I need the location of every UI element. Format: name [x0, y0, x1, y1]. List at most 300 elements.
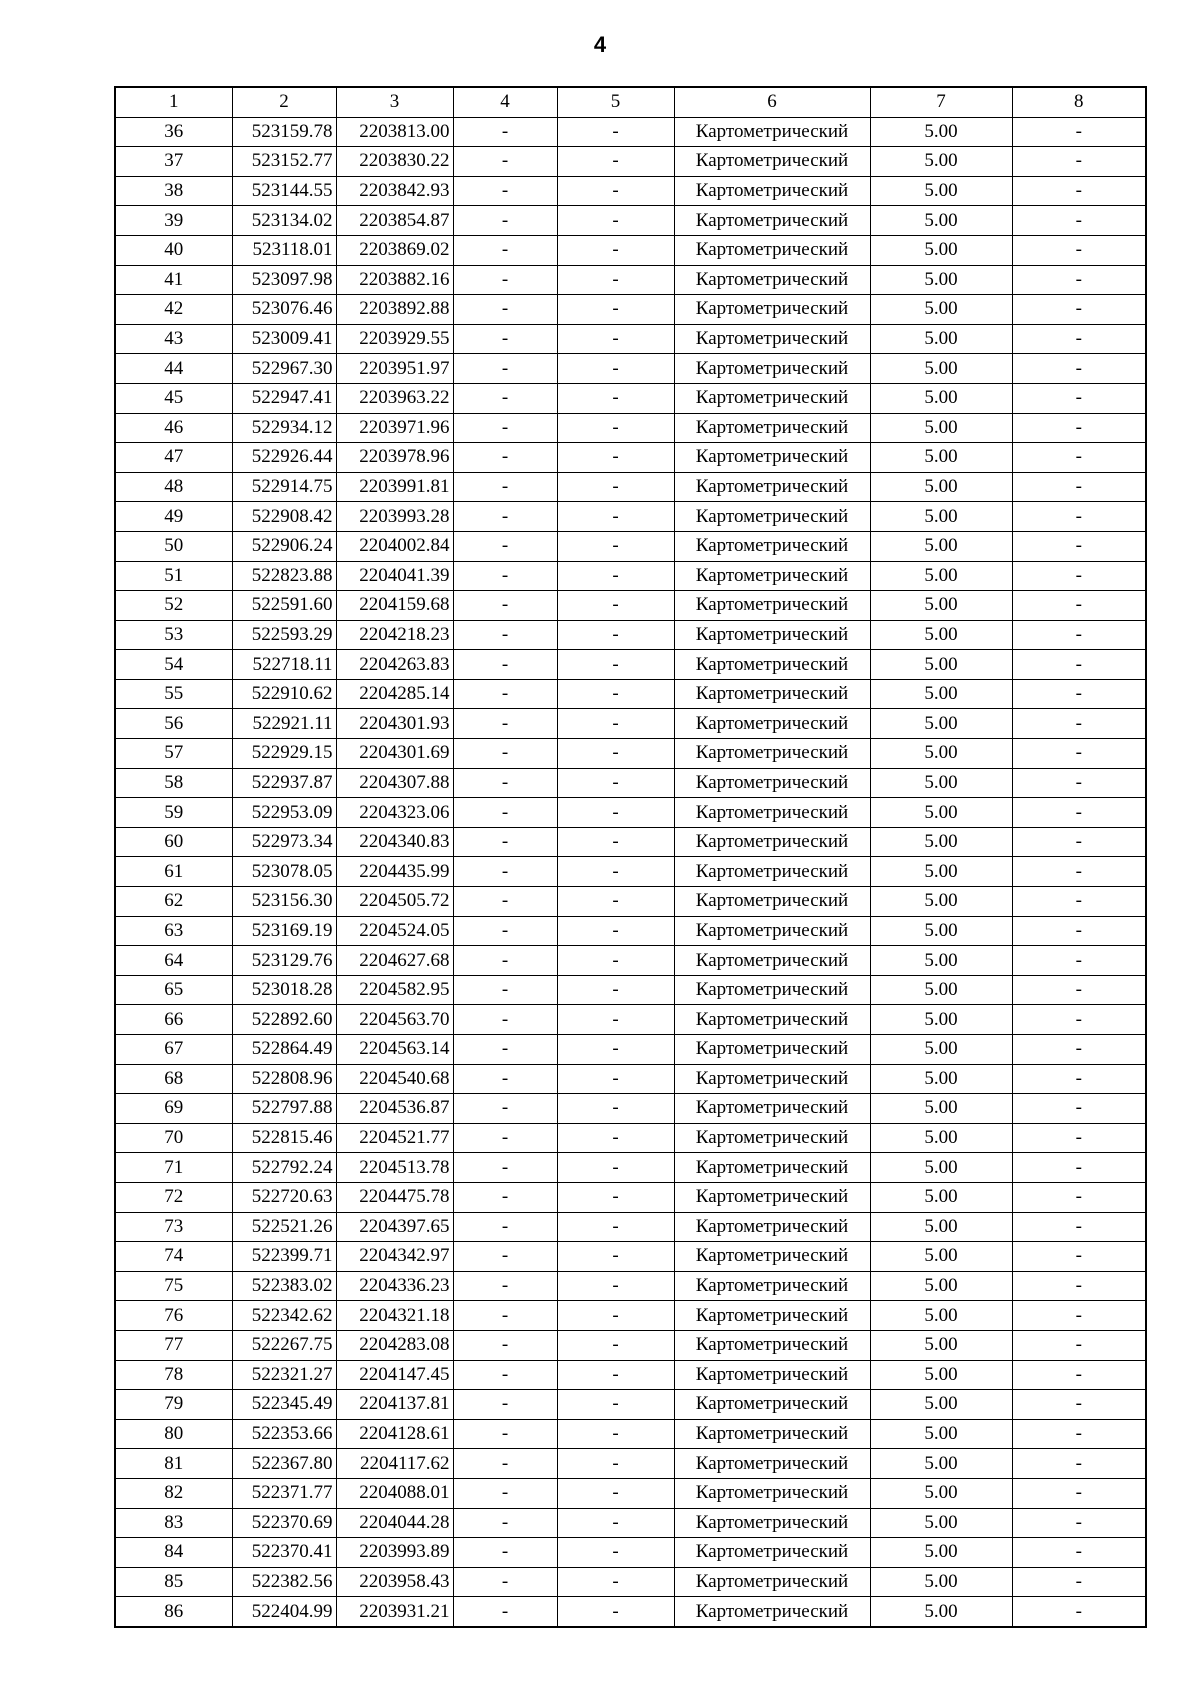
table-cell-col-7: 5.00: [870, 1271, 1012, 1301]
table-row: [115, 916, 1146, 946]
table-cell-col-1: 71: [115, 1153, 232, 1183]
table-cell-col-6: Картометрический: [674, 709, 870, 739]
table-cell-col-7: 5.00: [870, 1123, 1012, 1153]
table-cell-col-5: -: [557, 206, 674, 236]
table-cell-col-5: -: [557, 857, 674, 887]
table-cell-col-4: -: [453, 1212, 557, 1242]
table-cell-col-6: Картометрический: [674, 561, 870, 591]
table-row: [115, 857, 1146, 887]
table-cell-col-8: -: [1012, 295, 1146, 325]
table-cell-col-2: 522718.11: [232, 650, 336, 680]
table-cell-col-5: -: [557, 975, 674, 1005]
table-cell-col-3: 2204321.18: [336, 1301, 453, 1331]
table-cell-col-2: 523129.76: [232, 946, 336, 976]
column-header-6: 6: [674, 87, 870, 117]
table-cell-col-7: 5.00: [870, 561, 1012, 591]
table-cell-col-3: 2204342.97: [336, 1242, 453, 1272]
table-cell-col-4: -: [453, 413, 557, 443]
table-cell-col-2: 522591.60: [232, 591, 336, 621]
table-cell-col-4: -: [453, 235, 557, 265]
table-cell-col-1: 49: [115, 502, 232, 532]
table-cell-col-6: Картометрический: [674, 1212, 870, 1242]
table-cell-col-2: 523018.28: [232, 975, 336, 1005]
table-cell-col-8: -: [1012, 739, 1146, 769]
table-cell-col-5: -: [557, 1538, 674, 1568]
table-cell-col-4: -: [453, 265, 557, 295]
table-row: [115, 946, 1146, 976]
table-cell-col-8: -: [1012, 1419, 1146, 1449]
table-row: [115, 531, 1146, 561]
table-cell-col-1: 63: [115, 916, 232, 946]
table-cell-col-6: Картометрический: [674, 1508, 870, 1538]
table-cell-col-3: 2203958.43: [336, 1567, 453, 1597]
table-row: [115, 1212, 1146, 1242]
table-cell-col-8: -: [1012, 176, 1146, 206]
table-cell-col-2: 522908.42: [232, 502, 336, 532]
table-cell-col-1: 56: [115, 709, 232, 739]
table-cell-col-1: 86: [115, 1597, 232, 1627]
table-row: [115, 1005, 1146, 1035]
table-cell-col-2: 522267.75: [232, 1330, 336, 1360]
table-cell-col-7: 5.00: [870, 1242, 1012, 1272]
table-row: [115, 561, 1146, 591]
table-cell-col-4: -: [453, 1035, 557, 1065]
table-row: [115, 1301, 1146, 1331]
table-cell-col-4: -: [453, 472, 557, 502]
table-cell-col-5: -: [557, 1123, 674, 1153]
table-cell-col-1: 67: [115, 1035, 232, 1065]
table-cell-col-7: 5.00: [870, 1390, 1012, 1420]
table-row: [115, 1508, 1146, 1538]
table-cell-col-5: -: [557, 176, 674, 206]
table-cell-col-6: Картометрический: [674, 1538, 870, 1568]
table-cell-col-7: 5.00: [870, 1005, 1012, 1035]
table-cell-col-2: 522947.41: [232, 383, 336, 413]
table-cell-col-6: Картометрический: [674, 1064, 870, 1094]
table-cell-col-6: Картометрический: [674, 531, 870, 561]
table-cell-col-2: 522371.77: [232, 1478, 336, 1508]
table-row: [115, 887, 1146, 917]
table-cell-col-1: 64: [115, 946, 232, 976]
table-cell-col-1: 46: [115, 413, 232, 443]
table-cell-col-8: -: [1012, 235, 1146, 265]
table-cell-col-6: Картометрический: [674, 1005, 870, 1035]
table-cell-col-3: 2204323.06: [336, 798, 453, 828]
table-row: [115, 1035, 1146, 1065]
table-cell-col-4: -: [453, 1301, 557, 1331]
table-cell-col-3: 2203882.16: [336, 265, 453, 295]
table-cell-col-1: 51: [115, 561, 232, 591]
table-row: [115, 798, 1146, 828]
header-row: [115, 87, 1146, 117]
table-cell-col-2: 522370.69: [232, 1508, 336, 1538]
table-cell-col-5: -: [557, 1360, 674, 1390]
table-cell-col-2: 522864.49: [232, 1035, 336, 1065]
table-cell-col-8: -: [1012, 1330, 1146, 1360]
table-cell-col-5: -: [557, 916, 674, 946]
table-cell-col-5: -: [557, 946, 674, 976]
table-cell-col-3: 2203892.88: [336, 295, 453, 325]
table-row: [115, 679, 1146, 709]
table-cell-col-4: -: [453, 1005, 557, 1035]
table-cell-col-4: -: [453, 1360, 557, 1390]
table-cell-col-7: 5.00: [870, 1597, 1012, 1627]
table-cell-col-3: 2204563.14: [336, 1035, 453, 1065]
table-cell-col-8: -: [1012, 768, 1146, 798]
table-cell-col-8: -: [1012, 1271, 1146, 1301]
table-cell-col-5: -: [557, 1508, 674, 1538]
table-cell-col-8: -: [1012, 620, 1146, 650]
table-cell-col-6: Картометрический: [674, 176, 870, 206]
table-cell-col-5: -: [557, 620, 674, 650]
table-cell-col-7: 5.00: [870, 1508, 1012, 1538]
table-cell-col-5: -: [557, 354, 674, 384]
table-cell-col-2: 523159.78: [232, 117, 336, 147]
table-cell-col-1: 36: [115, 117, 232, 147]
table-cell-col-8: -: [1012, 383, 1146, 413]
table-cell-col-4: -: [453, 1242, 557, 1272]
table-cell-col-1: 62: [115, 887, 232, 917]
table-cell-col-4: -: [453, 650, 557, 680]
table-row: [115, 1538, 1146, 1568]
table-cell-col-1: 58: [115, 768, 232, 798]
table-cell-col-4: -: [453, 827, 557, 857]
table-cell-col-6: Картометрический: [674, 887, 870, 917]
table-cell-col-8: -: [1012, 1182, 1146, 1212]
table-row: [115, 827, 1146, 857]
table-cell-col-6: Картометрический: [674, 857, 870, 887]
table-cell-col-3: 2204002.84: [336, 531, 453, 561]
table-cell-col-7: 5.00: [870, 620, 1012, 650]
table-cell-col-1: 50: [115, 531, 232, 561]
table-cell-col-5: -: [557, 413, 674, 443]
table-cell-col-2: 522937.87: [232, 768, 336, 798]
table-cell-col-3: 2204513.78: [336, 1153, 453, 1183]
table-cell-col-3: 2203869.02: [336, 235, 453, 265]
table-cell-col-3: 2204137.81: [336, 1390, 453, 1420]
table-cell-col-1: 37: [115, 147, 232, 177]
table-cell-col-6: Картометрический: [674, 324, 870, 354]
column-header-4: 4: [453, 87, 557, 117]
table-cell-col-7: 5.00: [870, 354, 1012, 384]
table-cell-col-2: 522797.88: [232, 1094, 336, 1124]
table-cell-col-8: -: [1012, 916, 1146, 946]
table-cell-col-5: -: [557, 235, 674, 265]
table-cell-col-3: 2204627.68: [336, 946, 453, 976]
table-cell-col-7: 5.00: [870, 1478, 1012, 1508]
table-cell-col-2: 523169.19: [232, 916, 336, 946]
table-cell-col-7: 5.00: [870, 383, 1012, 413]
table-cell-col-6: Картометрический: [674, 1182, 870, 1212]
table-cell-col-7: 5.00: [870, 1567, 1012, 1597]
table-cell-col-3: 2203991.81: [336, 472, 453, 502]
table-cell-col-2: 522382.56: [232, 1567, 336, 1597]
table-cell-col-2: 523152.77: [232, 147, 336, 177]
table-cell-col-2: 522370.41: [232, 1538, 336, 1568]
table-cell-col-8: -: [1012, 502, 1146, 532]
table-cell-col-5: -: [557, 443, 674, 473]
table-cell-col-1: 38: [115, 176, 232, 206]
table-cell-col-5: -: [557, 383, 674, 413]
table-cell-col-5: -: [557, 117, 674, 147]
table-cell-col-8: -: [1012, 857, 1146, 887]
table-cell-col-6: Картометрический: [674, 235, 870, 265]
table-cell-col-2: 522973.34: [232, 827, 336, 857]
table-cell-col-7: 5.00: [870, 1064, 1012, 1094]
table-cell-col-4: -: [453, 1449, 557, 1479]
table-cell-col-2: 522906.24: [232, 531, 336, 561]
table-cell-col-1: 74: [115, 1242, 232, 1272]
table-cell-col-7: 5.00: [870, 1212, 1012, 1242]
table-cell-col-7: 5.00: [870, 1035, 1012, 1065]
table-row: [115, 413, 1146, 443]
table-cell-col-2: 522921.11: [232, 709, 336, 739]
table-cell-col-6: Картометрический: [674, 591, 870, 621]
table-cell-col-5: -: [557, 324, 674, 354]
table-cell-col-6: Картометрический: [674, 1330, 870, 1360]
table-cell-col-4: -: [453, 857, 557, 887]
table-cell-col-6: Картометрический: [674, 1360, 870, 1390]
table-cell-col-1: 77: [115, 1330, 232, 1360]
table-row: [115, 1064, 1146, 1094]
table-cell-col-8: -: [1012, 679, 1146, 709]
table-cell-col-8: -: [1012, 472, 1146, 502]
table-body: [115, 117, 1146, 1627]
table-cell-col-6: Картометрический: [674, 1419, 870, 1449]
table-cell-col-3: 2204435.99: [336, 857, 453, 887]
table-cell-col-2: 522815.46: [232, 1123, 336, 1153]
table-cell-col-1: 65: [115, 975, 232, 1005]
table-cell-col-6: Картометрический: [674, 1271, 870, 1301]
table-cell-col-7: 5.00: [870, 1153, 1012, 1183]
table-cell-col-2: 522823.88: [232, 561, 336, 591]
table-cell-col-1: 69: [115, 1094, 232, 1124]
table-cell-col-3: 2203993.28: [336, 502, 453, 532]
table-cell-col-7: 5.00: [870, 235, 1012, 265]
table-cell-col-4: -: [453, 1478, 557, 1508]
table-cell-col-3: 2204563.70: [336, 1005, 453, 1035]
table-row: [115, 443, 1146, 473]
table-cell-col-3: 2204475.78: [336, 1182, 453, 1212]
table-cell-col-3: 2204521.77: [336, 1123, 453, 1153]
table-cell-col-3: 2204307.88: [336, 768, 453, 798]
table-cell-col-2: 522383.02: [232, 1271, 336, 1301]
table-cell-col-4: -: [453, 887, 557, 917]
table-cell-col-3: 2204336.23: [336, 1271, 453, 1301]
table-cell-col-8: -: [1012, 1301, 1146, 1331]
table-cell-col-8: -: [1012, 1242, 1146, 1272]
table-cell-col-4: -: [453, 1567, 557, 1597]
table-cell-col-3: 2203951.97: [336, 354, 453, 384]
table-cell-col-1: 66: [115, 1005, 232, 1035]
table-cell-col-1: 70: [115, 1123, 232, 1153]
table-cell-col-8: -: [1012, 827, 1146, 857]
table-cell-col-7: 5.00: [870, 502, 1012, 532]
table-row: [115, 1123, 1146, 1153]
table-cell-col-5: -: [557, 1182, 674, 1212]
table-cell-col-3: 2204159.68: [336, 591, 453, 621]
table-cell-col-7: 5.00: [870, 443, 1012, 473]
table-cell-col-6: Картометрический: [674, 502, 870, 532]
table-cell-col-1: 73: [115, 1212, 232, 1242]
table-cell-col-7: 5.00: [870, 1301, 1012, 1331]
table-cell-col-6: Картометрический: [674, 413, 870, 443]
table-cell-col-7: 5.00: [870, 295, 1012, 325]
table-cell-col-8: -: [1012, 591, 1146, 621]
table-cell-col-2: 523078.05: [232, 857, 336, 887]
table-cell-col-7: 5.00: [870, 1330, 1012, 1360]
table-cell-col-3: 2204128.61: [336, 1419, 453, 1449]
table-cell-col-8: -: [1012, 117, 1146, 147]
table-cell-col-1: 75: [115, 1271, 232, 1301]
table-cell-col-5: -: [557, 739, 674, 769]
table-cell-col-4: -: [453, 561, 557, 591]
table-cell-col-2: 522593.29: [232, 620, 336, 650]
table-cell-col-3: 2204301.93: [336, 709, 453, 739]
table-cell-col-4: -: [453, 1390, 557, 1420]
table-cell-col-5: -: [557, 1390, 674, 1420]
table-cell-col-5: -: [557, 1478, 674, 1508]
table-cell-col-5: -: [557, 827, 674, 857]
table-cell-col-6: Картометрический: [674, 768, 870, 798]
table-cell-col-6: Картометрический: [674, 975, 870, 1005]
table-cell-col-1: 42: [115, 295, 232, 325]
table-cell-col-4: -: [453, 739, 557, 769]
table-cell-col-6: Картометрический: [674, 1390, 870, 1420]
table-cell-col-1: 47: [115, 443, 232, 473]
table-cell-col-1: 76: [115, 1301, 232, 1331]
table-cell-col-2: 522892.60: [232, 1005, 336, 1035]
table-cell-col-5: -: [557, 1094, 674, 1124]
table-cell-col-4: -: [453, 679, 557, 709]
table-cell-col-3: 2204263.83: [336, 650, 453, 680]
table-cell-col-6: Картометрический: [674, 1597, 870, 1627]
table-cell-col-1: 53: [115, 620, 232, 650]
table-cell-col-7: 5.00: [870, 887, 1012, 917]
table-cell-col-8: -: [1012, 1478, 1146, 1508]
table-cell-col-2: 523076.46: [232, 295, 336, 325]
column-header-8: 8: [1012, 87, 1146, 117]
table-cell-col-4: -: [453, 1153, 557, 1183]
table-cell-col-2: 523097.98: [232, 265, 336, 295]
table-cell-col-7: 5.00: [870, 265, 1012, 295]
table-cell-col-5: -: [557, 650, 674, 680]
table-cell-col-6: Картометрический: [674, 1301, 870, 1331]
table-cell-col-7: 5.00: [870, 147, 1012, 177]
table-cell-col-3: 2204041.39: [336, 561, 453, 591]
table-cell-col-6: Картометрический: [674, 916, 870, 946]
table-cell-col-1: 80: [115, 1419, 232, 1449]
table-cell-col-1: 59: [115, 798, 232, 828]
table-cell-col-8: -: [1012, 946, 1146, 976]
table-cell-col-4: -: [453, 383, 557, 413]
table-cell-col-3: 2204540.68: [336, 1064, 453, 1094]
table-row: [115, 1567, 1146, 1597]
table-cell-col-8: -: [1012, 798, 1146, 828]
table-cell-col-1: 83: [115, 1508, 232, 1538]
table-cell-col-8: -: [1012, 443, 1146, 473]
table-cell-col-4: -: [453, 502, 557, 532]
table-cell-col-6: Картометрический: [674, 1478, 870, 1508]
table-cell-col-7: 5.00: [870, 1419, 1012, 1449]
table-cell-col-7: 5.00: [870, 591, 1012, 621]
table-cell-col-8: -: [1012, 975, 1146, 1005]
table-cell-col-5: -: [557, 1242, 674, 1272]
table-cell-col-3: 2204301.69: [336, 739, 453, 769]
table-row: [115, 1242, 1146, 1272]
table-cell-col-7: 5.00: [870, 1538, 1012, 1568]
table-cell-col-3: 2204285.14: [336, 679, 453, 709]
table-cell-col-8: -: [1012, 1597, 1146, 1627]
table-cell-col-8: -: [1012, 1360, 1146, 1390]
table-row: [115, 295, 1146, 325]
table-cell-col-4: -: [453, 1064, 557, 1094]
table-cell-col-4: -: [453, 1182, 557, 1212]
table-cell-col-8: -: [1012, 531, 1146, 561]
table-cell-col-2: 522967.30: [232, 354, 336, 384]
table-row: [115, 1271, 1146, 1301]
table-cell-col-2: 522953.09: [232, 798, 336, 828]
table-cell-col-3: 2203963.22: [336, 383, 453, 413]
table-row: [115, 1419, 1146, 1449]
table-cell-col-1: 84: [115, 1538, 232, 1568]
table-cell-col-4: -: [453, 443, 557, 473]
table-cell-col-3: 2204536.87: [336, 1094, 453, 1124]
table-cell-col-6: Картометрический: [674, 265, 870, 295]
table-cell-col-7: 5.00: [870, 679, 1012, 709]
table-cell-col-3: 2204505.72: [336, 887, 453, 917]
table-cell-col-2: 522404.99: [232, 1597, 336, 1627]
table-cell-col-4: -: [453, 176, 557, 206]
table-cell-col-5: -: [557, 1567, 674, 1597]
table-cell-col-1: 43: [115, 324, 232, 354]
table-cell-col-6: Картометрический: [674, 472, 870, 502]
table-cell-col-7: 5.00: [870, 768, 1012, 798]
table-cell-col-1: 78: [115, 1360, 232, 1390]
table-cell-col-8: -: [1012, 324, 1146, 354]
table-cell-col-6: Картометрический: [674, 295, 870, 325]
table-cell-col-7: 5.00: [870, 176, 1012, 206]
table-cell-col-2: 523144.55: [232, 176, 336, 206]
table-cell-col-5: -: [557, 1597, 674, 1627]
table-cell-col-4: -: [453, 1271, 557, 1301]
table-cell-col-5: -: [557, 679, 674, 709]
table-row: [115, 354, 1146, 384]
table-cell-col-3: 2204147.45: [336, 1360, 453, 1390]
table-cell-col-8: -: [1012, 147, 1146, 177]
table-cell-col-2: 523156.30: [232, 887, 336, 917]
table-cell-col-1: 82: [115, 1478, 232, 1508]
table-cell-col-5: -: [557, 1419, 674, 1449]
table-cell-col-2: 522914.75: [232, 472, 336, 502]
table-cell-col-2: 522929.15: [232, 739, 336, 769]
table-cell-col-4: -: [453, 975, 557, 1005]
table-cell-col-4: -: [453, 117, 557, 147]
table-cell-col-4: -: [453, 354, 557, 384]
coordinates-table: [114, 86, 1147, 1628]
table-cell-col-4: -: [453, 531, 557, 561]
table-row: [115, 502, 1146, 532]
table-row: [115, 650, 1146, 680]
table-cell-col-5: -: [557, 561, 674, 591]
table-cell-col-4: -: [453, 768, 557, 798]
table-cell-col-8: -: [1012, 650, 1146, 680]
table-cell-col-8: -: [1012, 709, 1146, 739]
table-row: [115, 1478, 1146, 1508]
table-cell-col-6: Картометрический: [674, 147, 870, 177]
table-cell-col-4: -: [453, 1094, 557, 1124]
table-cell-col-5: -: [557, 1301, 674, 1331]
